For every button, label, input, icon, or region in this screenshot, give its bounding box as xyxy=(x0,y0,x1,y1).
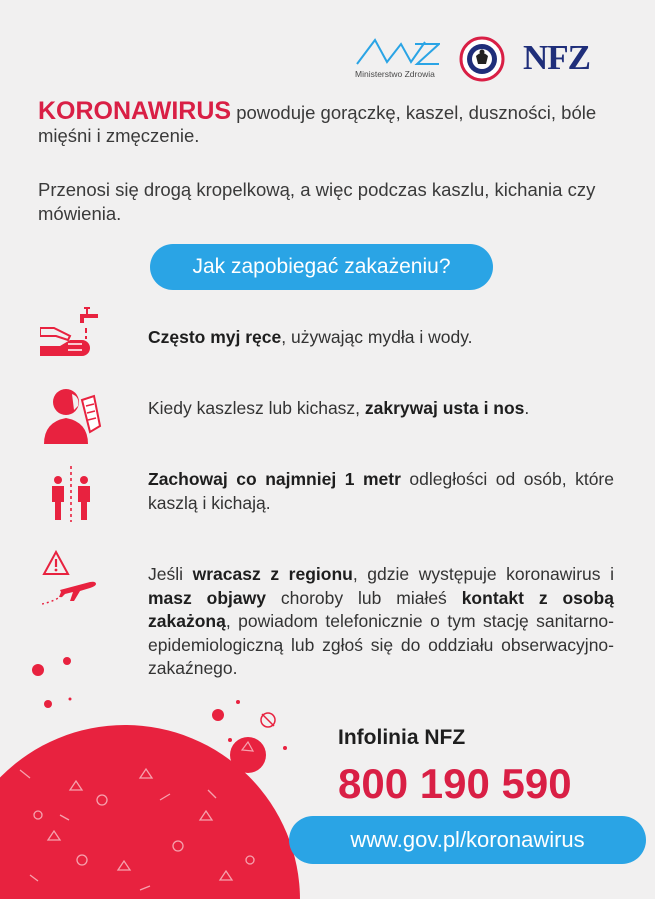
ministry-name: Ministerstwo Zdrowia xyxy=(355,69,435,79)
step-3-bold: Zachowaj co najmniej 1 metr xyxy=(148,469,401,489)
virus-pattern xyxy=(20,769,254,890)
step-1 xyxy=(148,326,614,350)
handwash-icon xyxy=(40,306,102,360)
step-4-bold-1: wracasz z regionu xyxy=(192,564,353,584)
step-4-text-3: choroby lub miałeś xyxy=(265,587,462,608)
step-3-text: odległości od osób, które kaszlą i kichają. xyxy=(148,469,614,513)
travel-warning-icon xyxy=(42,550,102,610)
keyword: KORONAWIRUS xyxy=(38,97,232,125)
step-2 xyxy=(148,397,614,421)
virus-blob xyxy=(0,725,300,899)
intro-paragraph xyxy=(38,97,623,147)
step-2-pre: Kiedy kaszlesz lub kichasz, xyxy=(148,398,365,418)
step-1-bold: Często myj ręce xyxy=(148,327,282,347)
prevent-button[interactable]: Jak zapobiegać zakażeniu? xyxy=(150,244,493,290)
step-2-post: . xyxy=(524,398,530,418)
step-4-text-2: , gdzie występuje koronawirus i xyxy=(352,564,614,584)
step-4-text-4: , powiadom telefonicznie o tym stację sanitarno-epidemiologiczną lub zgłoś się do oddziału obserwacyjno-zakaźnego. xyxy=(148,611,614,678)
step-2-bold: zakrywaj usta i nos xyxy=(364,398,525,418)
nfz-logo: NFZ xyxy=(523,38,590,77)
intro-text-1: powoduje gorączkę, kaszel, duszności, bóle mięśni i zmęczenie. xyxy=(38,102,597,146)
step-4-bold-3: kontakt z osobą zakażoną xyxy=(148,587,614,631)
step-3 xyxy=(148,468,614,515)
cough-cover-icon xyxy=(40,386,104,444)
virus-particle xyxy=(230,737,266,773)
step-1-text: , używając mydła i wody. xyxy=(281,327,473,347)
hotline-label: Infolinia NFZ xyxy=(338,726,466,749)
hotline-number[interactable]: 800 190 590 xyxy=(338,760,572,807)
distance-icon xyxy=(46,466,98,522)
step-4 xyxy=(148,563,614,681)
step-4-text-1: Jeśli xyxy=(148,564,193,584)
logos xyxy=(355,34,605,84)
intro-text-2: Przenosi się drogą kropelkową, a więc podczas kaszlu, kichania czy mówienia. xyxy=(38,179,596,224)
ministry-logo-icon xyxy=(355,36,440,68)
step-4-bold-2: masz objawy xyxy=(148,587,266,608)
website-link[interactable]: www.gov.pl/koronawirus xyxy=(289,816,646,864)
sanitary-inspection-seal-icon xyxy=(459,36,505,82)
